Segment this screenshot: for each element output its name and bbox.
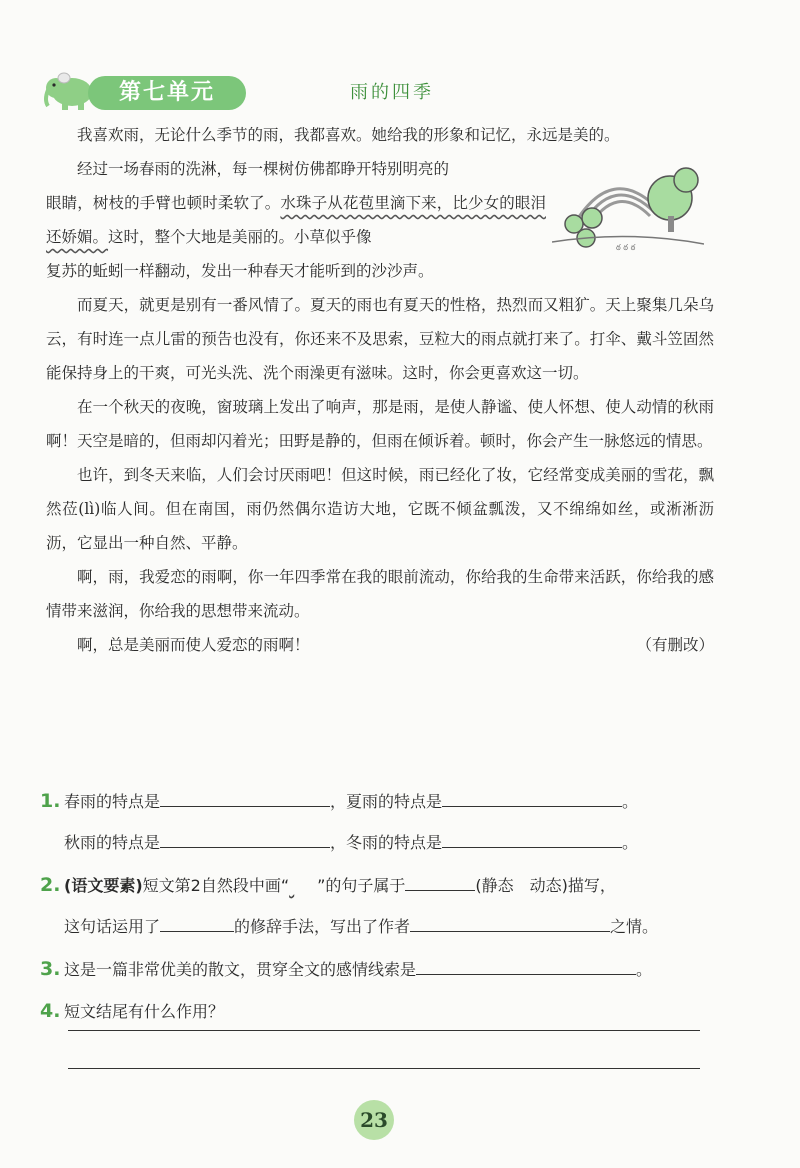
unit-header (42, 64, 742, 114)
paragraph-1: 我喜欢雨，无论什么季节的雨，我都喜欢。她给我的形象和记忆，永远是美的。 (77, 126, 620, 144)
reading-passage (46, 118, 714, 662)
answer-blank-autumn[interactable] (160, 827, 330, 848)
answer-blank-spring[interactable] (160, 786, 330, 807)
question-3: 3. 这是一篇非常优美的散文，贯穿全文的感情线索是 。 (40, 948, 730, 990)
paragraph-7: 啊，总是美丽而使人爱恋的雨啊！ (77, 636, 310, 654)
wavy-underlined-sentence: 水珠子从花苞里滴下来，比少女的眼泪还娇媚。 (46, 194, 546, 246)
answer-blank-emotion[interactable] (410, 911, 610, 932)
question-1: 1. 春雨的特点是 ，夏雨的特点是 。 (40, 780, 730, 822)
question-2-row-2: 这句话运用了 的修辞手法，写出了作者 之情。 (40, 906, 730, 948)
answer-line-2[interactable] (68, 1068, 700, 1069)
paragraph-4: 在一个秋天的夜晚，窗玻璃上发出了响声，那是雨，是使人静谧、使人怀想、使人动情的秋雨啊！天空是暗的，但雨却闪着光；田野是静的，但雨在倾诉着。顿时，你会产生一脉悠远的情思。 (46, 398, 714, 450)
answer-line-1[interactable] (68, 1030, 700, 1031)
paragraph-6: 啊，雨，我爱恋的雨啊，你一年四季常在我的眼前流动，你给我的生命带来活跃，你给我的感情带来滋润，你给我的思想带来流动。 (46, 568, 714, 620)
edit-note: （有删改） (636, 636, 714, 654)
passage-title: 雨的四季 (350, 82, 434, 103)
question-2: 2. (语文要素)短文第2自然段中画“ ”的句子属于 (静态 动态)描写， (40, 864, 730, 906)
paragraph-2-line-1: 经过一场春雨的洗淋，每一棵树仿佛都睁开特别明亮的 (77, 160, 450, 178)
question-1-row-2: 秋雨的特点是 ，冬雨的特点是 。 (40, 822, 730, 864)
answer-blank-description-type[interactable] (405, 870, 475, 891)
answer-blank-winter[interactable] (442, 827, 622, 848)
answer-blank-rhetoric[interactable] (160, 911, 234, 932)
question-4: 4. 短文结尾有什么作用？ (40, 1000, 225, 1022)
page-number: 23 (354, 1100, 394, 1140)
paragraph-5: 也许，到冬天来临，人们会讨厌雨吧！但这时候，雨已经化了妆，它经常变成美丽的雪花，飘然莅(lì)临人间。但在南国，雨仍然偶尔造访大地，它既不倾盆瓢泼，又不绵绵如丝，或淅淅沥沥，它显出一种自然、平静。 (46, 466, 714, 552)
questions-section (40, 780, 730, 1032)
wavy-line-sample (289, 865, 317, 907)
answer-blank-thread[interactable] (416, 954, 636, 975)
paragraph-3: 而夏天，就更是别有一番风情了。夏天的雨也有夏天的性格，热烈而又粗犷。天上聚集几朵乌云，有时连一点儿雷的预告也没有，你还来不及思索，豆粒大的雨点就打来了。打伞、戴斗笠固然能保持身上的干爽，可光头洗、洗个雨澡更有滋味。这时，你会更喜欢这一切。 (46, 296, 714, 382)
answer-blank-summer[interactable] (442, 786, 622, 807)
unit-label: 第七单元 (88, 76, 246, 110)
svg-text:ఠ ఠ ఠ: ఠ ఠ ఠ (616, 243, 636, 252)
paragraph-2-line-4: 复苏的蚯蚓一样翻动，发出一种春天才能听到的沙沙声。 (46, 262, 434, 280)
paragraph-2-body: 眼睛，树枝的手臂也顿时柔软了。水珠子从花苞里滴下来，比少女的眼泪还娇媚。这时，整个大地是美丽的。小草似乎像 (46, 194, 546, 246)
